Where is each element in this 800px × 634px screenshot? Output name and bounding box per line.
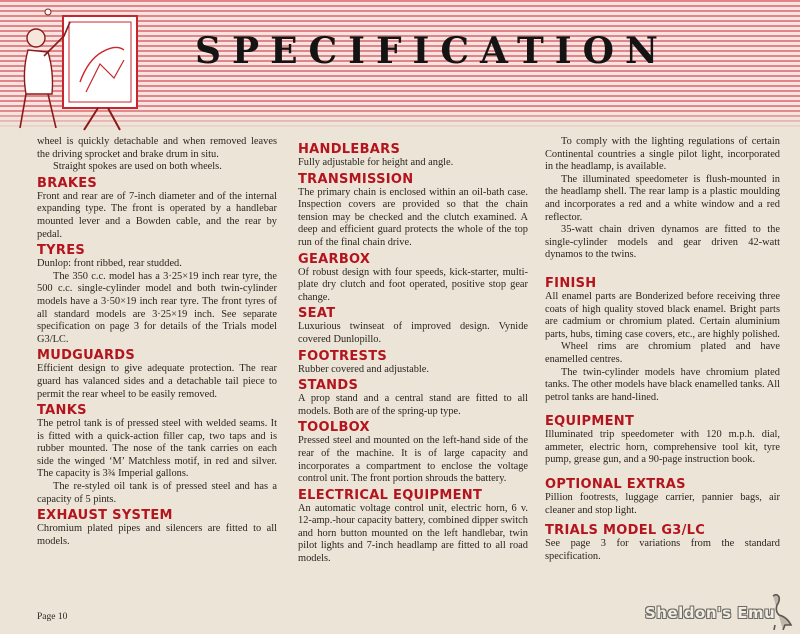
intro-paragraph: Straight spokes are used on both wheels. [53,161,222,173]
section-text-transmission: The primary chain is enclosed within an oil-bath case. Inspection covers are provided so that the chain tension may be checked and the clutch examined. A deep and efficient guard protects the whole of the top run of the final chain drive. [298,186,528,248]
section-heading-footrests: FOOTRESTS [298,348,388,364]
section-heading-gearbox: GEARBOX [298,251,371,267]
section-heading-trials-model: TRIALS MODEL G3/LC [545,523,706,539]
section-text-finish: All enamel parts are Bonderized before receiving three coats of high quality stoved black enamel. Bright parts are cadmium or chromium plated. Certain aluminium parts, hubs, timing case covers, etc., are highly polished. [545,290,780,340]
section-heading-brakes: BRAKES [37,175,98,191]
section-text-finish: The twin-cylinder models have chromium plated tanks. The other models have black enamelled tanks. All petrol tanks are hand-lined. [545,366,780,403]
section-heading-exhaust: EXHAUST SYSTEM [37,508,173,524]
column-middle [298,140,528,566]
section-text-seat: Luxurious twinseat of improved design. Vynide covered Dunlopillo. [298,321,528,345]
lighting-paragraph: To comply with the lighting regulations of certain Continental countries a single pilot light, incorporated in the headlamp, is available. [545,136,780,173]
section-text-tyres: The 350 c.c. model has a 3·25×19 inch rear tyre, the 500 c.c. single-cylinder model and both twin-cylinder models have a 3·50×19 inch rear tyre. The front tyres of all standard models are 3·25×19 inch. See separate specification on page 3 for details of the Trials model G3/LC. [37,270,277,345]
section-text-optional-extras: Pillion footrests, luggage carrier, pannier bags, air cleaner and stop light. [545,492,780,516]
lighting-paragraph: 35-watt chain driven dynamos are fitted to the single-cylinder models and gear driven 42-watt dynamos to the twins. [545,224,780,261]
section-text-finish: Wheel rims are chromium plated and have enamelled centres. [545,341,780,365]
section-heading-tyres: TYRES [37,243,86,259]
section-heading-finish: FINISH [545,275,597,291]
section-text-electrical: An automatic voltage control unit, electric horn, 6 v. 12-amp.-hour capacity battery, combined dipper switch and horn button mounted on the left handlebar, twin pilot lights and 7-inch headlamp are fitted to all road models. [298,502,528,565]
section-heading-stands: STANDS [298,378,359,394]
section-text-tyres: Dunlop: front ribbed, rear studded. [37,258,182,270]
section-heading-handlebars: HANDLEBARS [298,142,401,157]
column-right [545,136,780,563]
page-number: Page 10 [37,612,68,622]
draughtsman-illustration [8,4,168,132]
section-heading-transmission: TRANSMISSION [298,171,414,187]
section-text-mudguards: Efficient design to give adequate protection. The rear guard has valanced sides and a detachable tail piece to permit the rear wheel to be easily removed. [37,363,277,400]
lighting-paragraph: The illuminated speedometer is flush-mounted in the headlamp shell. The rear lamp is a plastic moulding and incorporates a red and a white window and a red reflector. [545,173,780,223]
section-text-exhaust: Chromium plated pipes and silencers are fitted to all models. [37,523,277,547]
intro-paragraph: wheel is quickly detachable and when removed leaves the driving sprocket and brake drum in situ. [37,136,277,160]
page-title: SPECIFICATION [195,30,669,72]
section-heading-tanks: TANKS [37,403,87,419]
section-text-gearbox: Of robust design with four speeds, kick-starter, multi-plate dry clutch and foot operated, positive stop gear change. [298,266,528,303]
section-text-tanks: The re-styled oil tank is of pressed steel and has a capacity of 5 pints. [37,481,277,505]
section-heading-equipment: EQUIPMENT [545,414,635,430]
section-text-equipment: Illuminated trip speedometer with 120 m.p.h. dial, ammeter, electric horn, comprehensive tool kit, tyre pump, grease gun, and a 90-page instruction book. [545,429,780,466]
section-text-footrests: Rubber covered and adjustable. [298,363,429,375]
section-heading-toolbox: TOOLBOX [298,420,370,436]
section-text-tanks: The petrol tank is of pressed steel with welded seams. It is fitted with a quick-action filler cap, two taps and is rubber mounted. The nose of the tank carries on each side the winged ‘M’ Matchless motif, in red and silver. The capacity is 3¾ Imperial gallons. [37,418,277,480]
section-text-brakes: Front and rear are of 7-inch diameter and of the internal expanding type. The front is operated by a handlebar mounted lever and a Bowden cable, and the rear by pedal. [37,190,277,240]
section-heading-mudguards: MUDGUARDS [37,348,136,364]
emu-icon [765,592,795,630]
section-text-stands: A prop stand and a central stand are fitted to all models. Both are of the spring-up type. [298,393,528,417]
section-heading-electrical: ELECTRICAL EQUIPMENT [298,487,483,503]
section-text-trials-model: See page 3 for variations from the standard specification. [545,538,780,562]
watermark: Sheldon's Emu [645,604,776,622]
section-heading-optional-extras: OPTIONAL EXTRAS [545,477,686,493]
column-left [37,136,277,548]
section-text-handlebars: Fully adjustable for height and angle. [298,157,454,168]
section-heading-seat: SEAT [298,306,336,322]
section-text-toolbox: Pressed steel and mounted on the left-hand side of the rear of the machine. It is of large capacity and incorporates a compartment to enclose the voltage control unit. The front portion shrouds the battery. [298,435,528,485]
